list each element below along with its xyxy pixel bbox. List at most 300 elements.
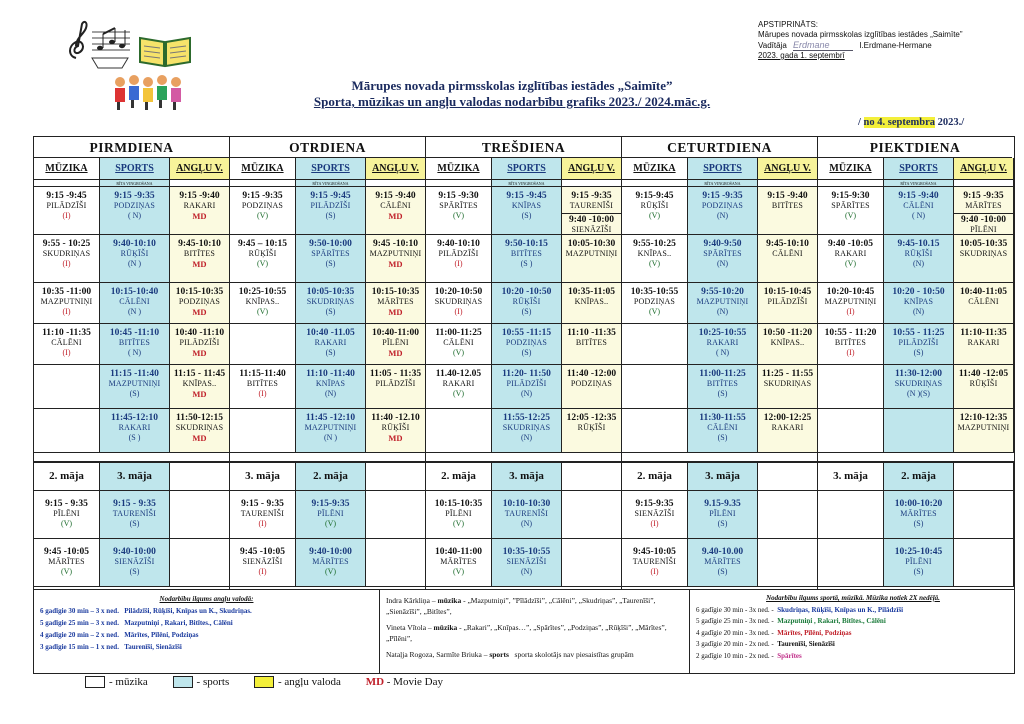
movie-day-badge: MD xyxy=(388,259,403,269)
subject-header-english: ANGĻU V. xyxy=(954,158,1014,180)
session-time: 9:15 - 9:35 xyxy=(45,499,88,509)
group-name: KNĪPAS xyxy=(315,379,346,388)
group-name: RŪĶĪŠI xyxy=(969,379,998,388)
teacher-code: (N ) xyxy=(323,433,338,442)
group-name-2: PĪLĒNI xyxy=(970,225,997,234)
group-name: SIENĀZĪŠI xyxy=(634,509,675,518)
session-time: 10:40 -11.05 xyxy=(306,328,355,338)
schedule-cell xyxy=(34,365,100,409)
session-time: 10:25-10:45 xyxy=(894,547,943,557)
note-age: 6 gadīgie 30 min – 3 x ned. xyxy=(40,607,119,615)
legend-label: - sports xyxy=(196,676,230,688)
schedule-cell xyxy=(366,409,426,453)
schedule-cell xyxy=(818,283,884,324)
group-name: RŪĶĪŠI xyxy=(512,297,541,306)
session-time: 10:20-10:50 xyxy=(434,287,483,297)
group-name: PODZIŅAS xyxy=(113,201,156,210)
schedule-cell xyxy=(758,187,818,235)
subject-header-music: MŪZIKA xyxy=(34,158,100,180)
session-time: 9:55-10:25 xyxy=(633,239,676,249)
session-time: 10:35 -11:00 xyxy=(41,287,92,297)
english-note-row xyxy=(40,641,373,653)
house-label: 2. māja xyxy=(296,461,366,491)
schedule-cell xyxy=(688,187,758,235)
subject-header-music: MŪZIKA xyxy=(818,158,884,180)
session-time: 9:45-10:10 xyxy=(178,239,221,249)
teacher-name: Nataļja Rogoza, Sarmīte Briuka xyxy=(386,650,482,659)
schedule-cell xyxy=(884,409,954,453)
session-time: 10:15-10:35 xyxy=(175,287,224,297)
teacher-code: (S) xyxy=(521,307,532,316)
schedule-cell xyxy=(34,235,100,283)
schedule-cell xyxy=(492,409,562,453)
group-name: PĪLĒNI xyxy=(905,557,932,566)
group-name: KNĪPAS.. xyxy=(770,338,805,347)
schedule-cell xyxy=(562,235,622,283)
group-name: PILĀDZĪŠI xyxy=(46,201,87,210)
session-time: 9:15 -9:45 xyxy=(310,191,351,201)
schedule-cell xyxy=(296,324,366,365)
english-duration-notes xyxy=(34,590,380,674)
session-time: 9:45-10:05 xyxy=(633,547,676,557)
schedule-cell xyxy=(170,235,230,283)
group-name: BITĪTES xyxy=(183,249,216,258)
session-time: 9:15-9:45 xyxy=(635,191,674,201)
subject-header-english: ANGĻU V. xyxy=(170,158,230,180)
note-groups: Taurenīši, Sienāzīši xyxy=(777,640,835,648)
session-time: 9:15 -9:35 xyxy=(114,191,155,201)
group-name: SPĀRĪTES xyxy=(831,201,870,210)
english-note-row xyxy=(40,605,373,617)
subject-header-english: ANGĻU V. xyxy=(758,158,818,180)
subject-header-sports: SPORTS xyxy=(884,158,954,180)
teacher-code: (N) xyxy=(716,307,729,316)
day-header: PIRMDIENA xyxy=(34,137,229,158)
group-name: SPĀRĪTES xyxy=(311,249,350,258)
sport-note-row xyxy=(696,628,1010,640)
teacher-code: (S) xyxy=(717,519,728,528)
note-groups: Mārītes, Pīlēni, Podziņas xyxy=(777,628,852,637)
subject-header-english: ANGĻU V. xyxy=(562,158,622,180)
stripe-cell xyxy=(622,180,688,187)
schedule-cell xyxy=(100,283,170,324)
day-column-2 xyxy=(426,137,622,589)
session-time: 10:25-10:55 xyxy=(238,287,287,297)
group-name: PODZIŅAS xyxy=(570,379,613,388)
session-time: 9:15 -9:40 xyxy=(179,191,220,201)
legend xyxy=(85,676,465,688)
schedule-cell xyxy=(884,187,954,235)
stripe-cell: RĪTA VINGROŠANA xyxy=(492,180,562,187)
session-time: 12:05 -12:35 xyxy=(566,413,617,423)
group-name: MAZPUTNIŅI xyxy=(40,297,93,306)
teacher-code: (I) xyxy=(62,259,71,268)
schedule-cell xyxy=(954,235,1014,283)
group-name: MAZPUTNIŅI xyxy=(304,423,357,432)
schedule-cell xyxy=(34,324,100,365)
legend-music xyxy=(85,676,148,688)
teacher-code: (N) xyxy=(716,259,729,268)
valid-from-date: no 4. septembra xyxy=(863,117,936,128)
schedule-cell xyxy=(492,365,562,409)
group-name: TAURENĪŠI xyxy=(504,509,549,518)
schedule-cell xyxy=(884,365,954,409)
house-schedule-cell xyxy=(954,539,1014,587)
session-time: 9:45 -10:05 xyxy=(239,547,286,557)
teacher-code: (V) xyxy=(452,519,465,528)
teacher-code: (N ) xyxy=(127,307,142,316)
session-time: 10:55 - 11:20 xyxy=(824,328,877,338)
house-schedule-cell xyxy=(366,491,426,539)
group-name: RAKARI xyxy=(442,379,475,388)
schedule-cell xyxy=(622,409,688,453)
house-label: 2. māja xyxy=(426,461,492,491)
schedule-cell xyxy=(230,283,296,324)
schedule-cell xyxy=(230,187,296,235)
session-time: 11:20- 11:50 xyxy=(502,369,551,379)
schedule-cell xyxy=(100,409,170,453)
stripe-cell xyxy=(562,180,622,187)
house-schedule-cell xyxy=(758,491,818,539)
session-time: 11:15 - 11:45 xyxy=(173,369,226,379)
teacher-code: (V) xyxy=(844,259,857,268)
group-name: SKUDRIŅAS xyxy=(306,297,355,306)
group-name: SIENĀZĪŠI xyxy=(114,557,155,566)
day-column-3 xyxy=(622,137,818,589)
group-name: SPĀRĪTES xyxy=(439,201,478,210)
music-notes-icon xyxy=(62,18,132,73)
session-time: 11.40-12.05 xyxy=(435,369,482,379)
teacher-code: (S) xyxy=(129,567,140,576)
group-name: BITĪTES xyxy=(834,338,867,347)
group-name: PILĀDZĪŠI xyxy=(375,379,416,388)
session-time: 11:25 - 11:55 xyxy=(761,369,814,379)
teacher-code: (N) xyxy=(912,259,925,268)
teacher-code: (N) xyxy=(912,307,925,316)
schedule-cell xyxy=(170,324,230,365)
house-schedule-cell xyxy=(230,539,296,587)
schedule-cell xyxy=(954,365,1014,409)
schedule-cell xyxy=(492,283,562,324)
stripe-cell xyxy=(758,180,818,187)
subject-header-sports: SPORTS xyxy=(492,158,562,180)
approval-institution: Mārupes novada pirmsskolas izglītības iestādes „Saimīte” xyxy=(758,30,963,39)
group-name: MĀRĪTES xyxy=(965,201,1002,210)
day-column-4 xyxy=(818,137,1012,589)
group-name: MAZPUTNIŅI xyxy=(696,297,749,306)
stripe-cell xyxy=(34,180,100,187)
teacher-code: (V) xyxy=(452,348,465,357)
house-schedule-cell xyxy=(492,539,562,587)
teacher-code: (S) xyxy=(521,211,532,220)
schedule-cell xyxy=(622,365,688,409)
session-time: 9:15 -9:45 xyxy=(506,191,547,201)
house-schedule-cell xyxy=(562,539,622,587)
session-time: 10:35-10:55 xyxy=(630,287,679,297)
movie-day-badge: MD xyxy=(388,211,403,221)
session-time: 10:25-10:55 xyxy=(698,328,747,338)
schedule-cell xyxy=(366,365,426,409)
house-schedule-cell xyxy=(688,539,758,587)
group-name: KNĪPAS.. xyxy=(245,297,280,306)
movie-day-badge: MD xyxy=(192,348,207,358)
group-name: RAKARI xyxy=(706,338,739,347)
group-name: PĪLĒNI xyxy=(445,509,472,518)
teacher-code: (N) xyxy=(520,389,533,398)
session-time: 9:45 – 10:15 xyxy=(237,239,288,249)
session-time: 10:45 -11:10 xyxy=(109,328,160,338)
group-name: KNĪPAS.. xyxy=(182,379,217,388)
session-time: 10:40-11:00 xyxy=(372,328,419,338)
schedule-cell xyxy=(818,409,884,453)
house-label: 2. māja xyxy=(34,461,100,491)
teacher-groups: - „Rakari”, „Knīpas…”, „Spārītes”, „Podziņas”, „Rūķīši”, „Mārītes”, „Pīlēni”, xyxy=(386,623,667,643)
stripe-cell xyxy=(366,180,426,187)
house-schedule-cell xyxy=(34,539,100,587)
house-schedule-cell xyxy=(426,491,492,539)
teacher-code: (S ) xyxy=(520,259,533,268)
schedule-cell xyxy=(492,324,562,365)
session-time: 9:15-9:35 xyxy=(311,499,350,509)
session-time: 10:40-11:05 xyxy=(960,287,1007,297)
session-time: 9:45-10.15 xyxy=(897,239,940,249)
session-time: 9:40-10:10 xyxy=(437,239,480,249)
group-name: CĀLĒNI xyxy=(443,338,474,347)
note-age: 5 gadīgie 25 min - 3x ned. - xyxy=(696,617,774,625)
session-time: 10:15-10:35 xyxy=(434,499,483,509)
teacher-code: (S) xyxy=(913,348,924,357)
schedule-cell xyxy=(758,235,818,283)
house-schedule-cell xyxy=(296,539,366,587)
session-time: 9:15 -9:40 xyxy=(767,191,808,201)
subject-header-english: ANGĻU V. xyxy=(366,158,426,180)
subject-header-sports: SPORTS xyxy=(688,158,758,180)
session-time: 10:15-10:40 xyxy=(110,287,159,297)
schedule-cell xyxy=(426,235,492,283)
group-name: MAZPUTNIŅI xyxy=(957,423,1010,432)
teacher-groups: sporta skolotājs nav piesaistītas grupām xyxy=(514,650,634,659)
note-age: 3 gadīgie 15 min – 1 x ned. xyxy=(40,643,119,651)
house-schedule-cell xyxy=(100,491,170,539)
teacher-code: (I) xyxy=(454,307,463,316)
group-name: BITĪTES xyxy=(246,379,279,388)
session-time: 9:15 -9:35 xyxy=(571,191,612,201)
schedule-cell xyxy=(366,187,426,235)
teacher-code: (I) xyxy=(62,307,71,316)
teacher-code: (S) xyxy=(717,433,728,442)
house-schedule-cell xyxy=(622,491,688,539)
session-time: 11:05 - 11:35 xyxy=(369,369,422,379)
schedule-cell xyxy=(230,409,296,453)
schedule-cell xyxy=(954,187,1014,235)
group-name: MĀRĪTES xyxy=(312,557,349,566)
session-time: 11:45-12:10 xyxy=(111,413,158,423)
teacher-code: (V) xyxy=(256,211,269,220)
movie-day-badge: MD xyxy=(192,433,207,443)
schedule-cell xyxy=(296,283,366,324)
day-header: OTRDIENA xyxy=(230,137,425,158)
schedule-cell xyxy=(170,187,230,235)
session-time: 10:20 - 10:50 xyxy=(892,287,945,297)
session-time: 10:35-10:55 xyxy=(502,547,551,557)
session-time: 11:40 -12:05 xyxy=(958,369,1009,379)
teacher-code: (S) xyxy=(913,567,924,576)
movie-day-badge: MD xyxy=(192,259,207,269)
sport-duration-notes xyxy=(690,590,1016,674)
legend-movie-day xyxy=(366,676,443,688)
session-time: 9.15-9.35 xyxy=(704,499,741,509)
session-time: 9:15 - 9:35 xyxy=(241,499,284,509)
legend-swatch xyxy=(173,676,193,688)
teacher-code: (I) xyxy=(62,348,71,357)
teacher-code: (S) xyxy=(325,348,336,357)
teacher-code: (I) xyxy=(258,519,267,528)
note-groups: Pilādzīši, Rūķīši, Knīpas un K., Skudriņas. xyxy=(124,607,252,615)
subject-header-music: MŪZIKA xyxy=(426,158,492,180)
note-age: 5 gadīgie 25 min – 3 x ned. xyxy=(40,619,119,627)
session-time: 12:00-12:25 xyxy=(763,413,812,423)
teacher-code: (N) xyxy=(520,433,533,442)
session-time: 11:40 -12:00 xyxy=(566,369,617,379)
group-name: RŪĶĪŠI xyxy=(640,201,669,210)
session-time: 10:00-10:20 xyxy=(894,499,943,509)
movie-day-badge: MD xyxy=(388,348,403,358)
group-name: BITĪTES xyxy=(510,249,543,258)
session-time: 9:50-10:00 xyxy=(309,239,352,249)
house-schedule-cell xyxy=(562,491,622,539)
session-time: 9:40-10:10 xyxy=(113,239,156,249)
approval-title: APSTIPRINĀTS: xyxy=(758,20,819,29)
group-name: CĀLĒNI xyxy=(51,338,82,347)
stripe-cell xyxy=(426,180,492,187)
teacher-code: (N )(S) xyxy=(907,389,930,398)
schedule-cell xyxy=(100,324,170,365)
teacher-code: (I) xyxy=(846,348,855,357)
group-name: BITĪTES xyxy=(575,338,608,347)
approval-block xyxy=(758,20,998,61)
teacher-notes xyxy=(380,590,690,674)
schedule-cell xyxy=(758,324,818,365)
session-time: 9:15 -9:30 xyxy=(438,191,479,201)
session-time: 9:45-10:10 xyxy=(766,239,809,249)
house-schedule-cell xyxy=(884,539,954,587)
teacher-code: (N) xyxy=(716,211,729,220)
teacher-row: Vineta Vītola – mūzika - „Rakari”, „Knīpas…”, „Spārītes”, „Podziņas”, „Rūķīši”, „Mārītes”, „Pīlēni”, xyxy=(386,623,667,643)
cell-divider xyxy=(954,213,1013,214)
group-name: PILĀDZĪŠI xyxy=(310,201,351,210)
valid-from xyxy=(858,117,964,128)
cell-divider xyxy=(562,213,621,214)
teacher-code: (S) xyxy=(325,307,336,316)
valid-from-prefix: / xyxy=(858,117,864,128)
note-age: 4 gadīgie 20 min - 3x ned. - xyxy=(696,628,774,637)
schedule-cell xyxy=(758,409,818,453)
teacher-code: (S) xyxy=(521,348,532,357)
session-time: 10:05-10:35 xyxy=(306,287,355,297)
schedule-cell xyxy=(492,235,562,283)
session-time: 10:50 -11:20 xyxy=(762,328,813,338)
group-name: SKUDRIŅAS xyxy=(434,297,483,306)
house-schedule-cell xyxy=(296,491,366,539)
group-name: MĀRĪTES xyxy=(440,557,477,566)
note-age: 6 gadīgie 30 min - 3x ned. - xyxy=(696,605,774,614)
group-name: PILĀDZĪŠI xyxy=(438,249,479,258)
legend-swatch xyxy=(85,676,105,688)
group-name: KNĪPAS xyxy=(511,201,542,210)
stripe-cell xyxy=(954,180,1014,187)
movie-day-badge: MD xyxy=(192,211,207,221)
group-name: TAURENĪŠI xyxy=(569,201,614,210)
schedule-cell xyxy=(622,235,688,283)
session-time: 9:40 -10:05 xyxy=(827,239,874,249)
house-label xyxy=(562,461,622,491)
session-time: 10:15-10:35 xyxy=(371,287,420,297)
group-name: KNĪPAS.. xyxy=(574,297,609,306)
teacher-code: (V) xyxy=(452,389,465,398)
teacher-code: (N) xyxy=(324,389,337,398)
schedule-cell xyxy=(170,283,230,324)
group-name: SIENĀZĪŠI xyxy=(242,557,283,566)
day-column-1 xyxy=(230,137,426,589)
movie-day-badge: MD xyxy=(192,307,207,317)
schedule-cell xyxy=(758,283,818,324)
group-name: PILĀDZĪŠI xyxy=(179,338,220,347)
house-schedule-cell xyxy=(426,539,492,587)
session-time: 9:45 -10:05 xyxy=(43,547,90,557)
session-time-2: 9:40 -10:00 xyxy=(960,215,1007,225)
stripe-cell xyxy=(170,180,230,187)
house-label xyxy=(366,461,426,491)
house-schedule-cell xyxy=(170,491,230,539)
movie-day-badge: MD xyxy=(388,433,403,443)
teacher-role: sports xyxy=(489,650,509,659)
teacher-code: (I) xyxy=(258,567,267,576)
group-name: SPĀRĪTES xyxy=(703,249,742,258)
stripe-cell xyxy=(230,180,296,187)
session-time: 9:15-9:35 xyxy=(635,499,674,509)
house-label: 2. māja xyxy=(622,461,688,491)
schedule-cell xyxy=(366,235,426,283)
group-name: RŪĶĪŠI xyxy=(904,249,933,258)
group-name: RAKARI xyxy=(118,423,151,432)
group-name: BITĪTES xyxy=(771,201,804,210)
group-name: RAKARI xyxy=(834,249,867,258)
sport-note-row xyxy=(696,616,1010,628)
signature-icon: Erdmane xyxy=(793,40,853,51)
schedule-cell xyxy=(34,187,100,235)
session-time: 10:10-10:30 xyxy=(502,499,551,509)
session-time: 9:15 -9:40 xyxy=(375,191,416,201)
house-label: 3. māja xyxy=(688,461,758,491)
house-schedule-cell xyxy=(492,491,562,539)
teacher-code: (N ) xyxy=(127,259,142,268)
stripe-cell: RĪTA VINGROŠANA xyxy=(100,180,170,187)
group-name: PODZIŅAS xyxy=(178,297,221,306)
teacher-code: ( N) xyxy=(911,211,926,220)
teacher-code: (I) xyxy=(650,519,659,528)
session-time: 9:40-10:00 xyxy=(309,547,352,557)
schedule-cell xyxy=(366,324,426,365)
house-label: 3. māja xyxy=(100,461,170,491)
stripe-cell xyxy=(818,180,884,187)
day-column-0 xyxy=(34,137,230,589)
teacher-code: (S) xyxy=(717,567,728,576)
schedule-cell xyxy=(562,187,622,235)
note-groups: Spārītes xyxy=(777,651,802,660)
group-name: SIENĀZĪŠI xyxy=(506,557,547,566)
stripe-cell: RĪTA VINGROŠANA xyxy=(884,180,954,187)
teacher-code: (V) xyxy=(324,519,337,528)
